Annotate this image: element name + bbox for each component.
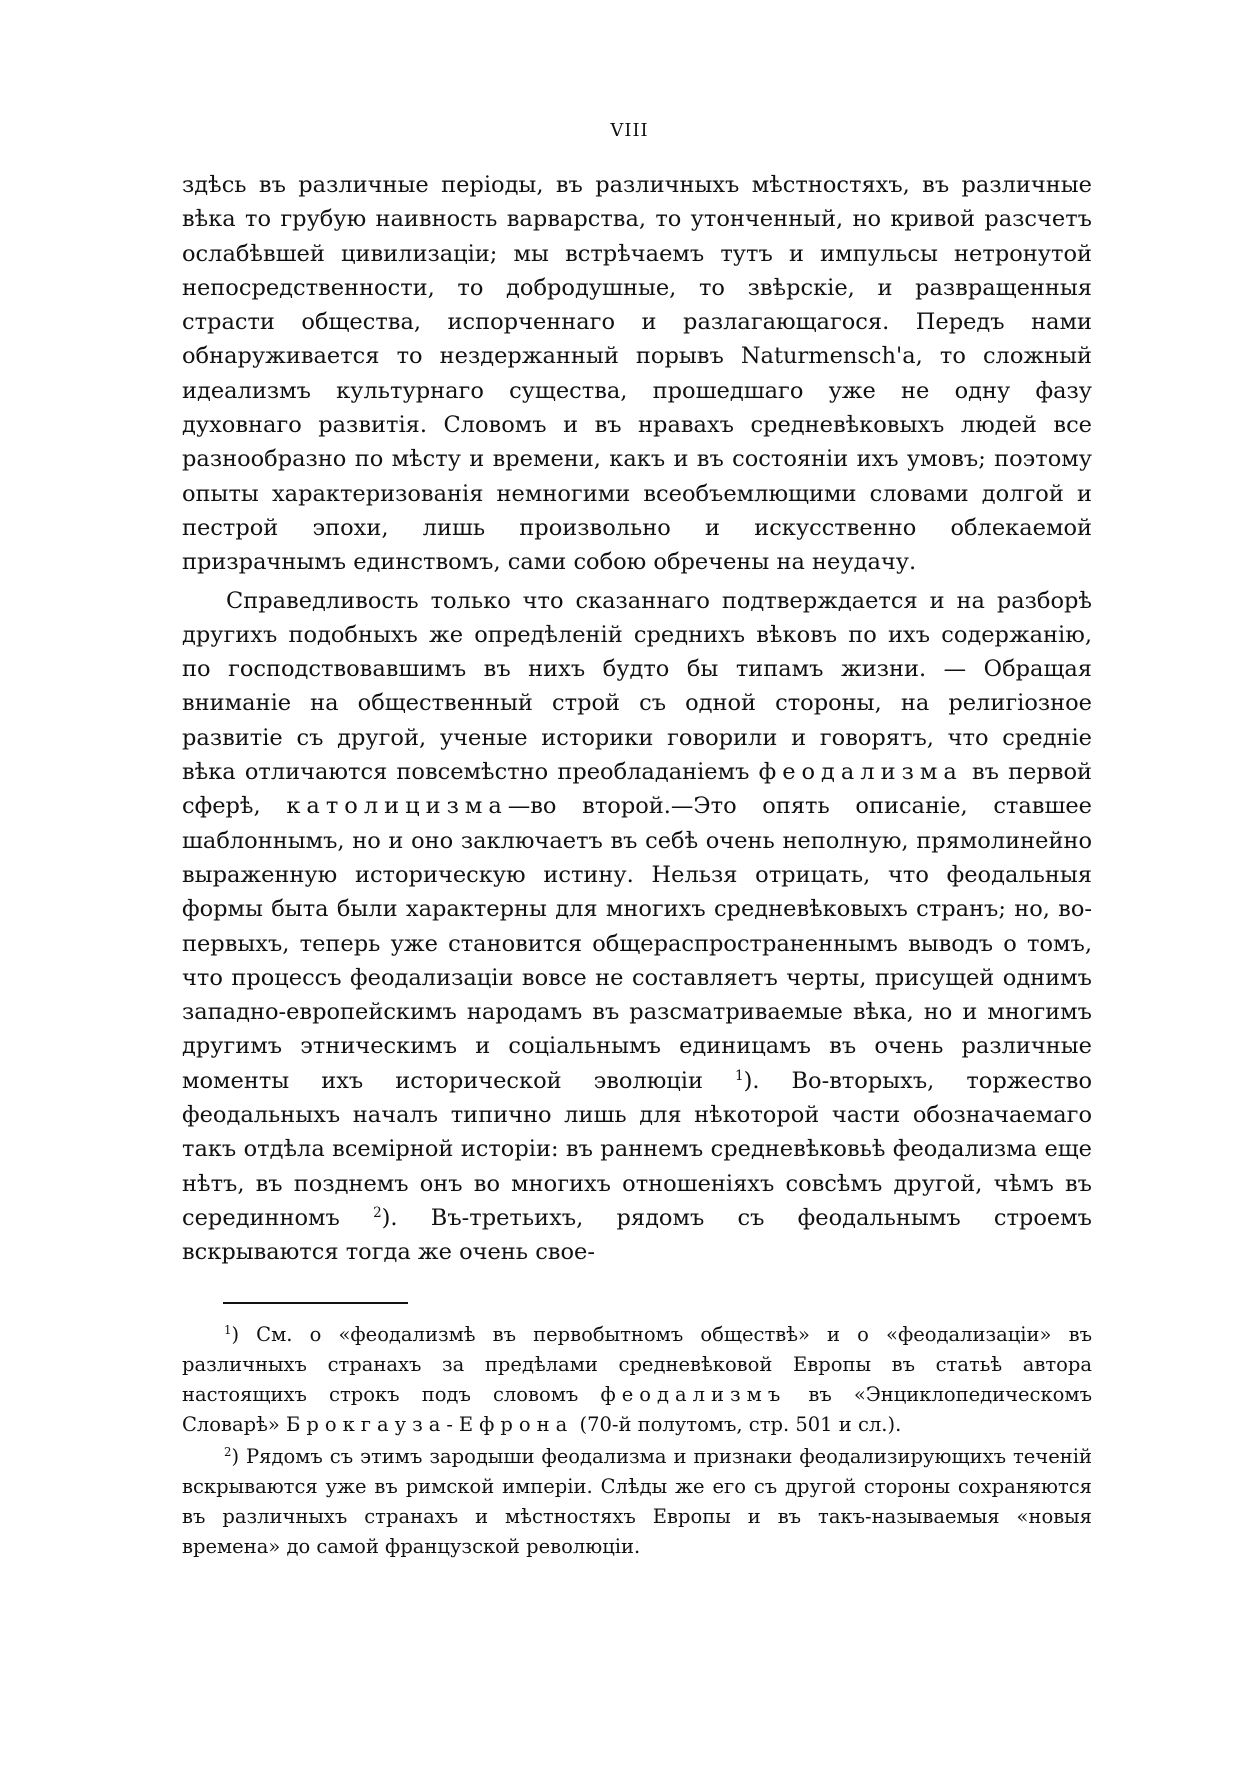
text-run: ). Во-вторыхъ, торжество феодальныхъ началъ типично лишь для нѣкоторой части обозначаемаго такъ отдѣла всемірной исторіи: въ раннемъ средневѣковьѣ феодализма еще нѣтъ, въ позднемъ онъ во многихъ отношеніяхъ совсѣмъ другой, чѣмъ въ серединномъ xyxy=(182,1067,1092,1231)
spaced-emphasis: католицизма xyxy=(286,793,508,820)
spaced-emphasis: Брокгауза-Ефрона xyxy=(286,1413,574,1436)
spaced-emphasis: феодализма xyxy=(758,759,963,786)
spaced-emphasis: феодализмъ xyxy=(600,1383,787,1406)
text-run: ) См. о «феодализмѣ въ первобытномъ обществѣ» и о «феодализаціи» въ различныхъ странахъ за предѣлами средневѣковой Европы въ статьѣ автора настоящихъ строкъ подъ словомъ xyxy=(182,1323,1092,1406)
footnote-marker: 2 xyxy=(224,1444,232,1459)
text-run: въ первой сферѣ, xyxy=(182,759,1092,820)
footnote-marker: 1 xyxy=(734,1067,744,1084)
text-run: въ «Энциклопедическомъ Словарѣ» xyxy=(182,1383,1092,1436)
text-run: ). Въ-третьихъ, рядомъ съ феодальнымъ строемъ вскрываются тогда же очень свое- xyxy=(182,1204,1092,1266)
footnote xyxy=(182,1442,1092,1562)
text-run: Справедливость только что сказаннаго подтверждается и на разборѣ другихъ подобныхъ же опредѣленій среднихъ вѣковъ по ихъ содержанію, по господствовавшимъ въ нихъ будто бы типамъ жизни. — Обращая вниманіе на общественный строй съ одной стороны, на религіозное развитіе съ другой, ученые историки говорили и говорятъ, что средніе вѣка отличаются повсемѣстно преобладаніемъ xyxy=(182,587,1092,786)
footnotes xyxy=(182,1320,1092,1562)
footnote-marker: 1 xyxy=(224,1322,232,1337)
footnote-marker: 2 xyxy=(373,1204,382,1221)
paragraph xyxy=(182,584,1092,1270)
text-run: ) Рядомъ съ этимъ зародыши феодализма и признаки феодализирующихъ теченій вскрываются уже въ римской имперіи. Слѣды же его съ другой стороны сохраняются въ различныхъ странахъ и мѣстностяхъ Европы и въ такъ-называемыя «новыя времена» до самой французской революціи. xyxy=(182,1445,1092,1558)
page-number: VIII xyxy=(610,120,649,141)
text-run: —во второй.—Это опять описаніе, ставшее шаблоннымъ, но и оно заключаетъ въ себѣ очень неполную, прямолинейно выраженную историческую истину. Нельзя отрицать, что феодальныя формы быта были характерны для многихъ средневѣковыхъ странъ; но, во-первыхъ, теперь уже становится общераспространеннымъ выводъ о томъ, что процессъ феодализаціи вовсе не составляетъ черты, присущей однимъ западно-европейскимъ народамъ въ разсматриваемые вѣка, но и многимъ другимъ этническимъ и соціальнымъ единицамъ въ очень различные моменты ихъ исторической эволюціи xyxy=(182,793,1092,1094)
footnote-divider xyxy=(223,1302,408,1304)
main-text xyxy=(182,168,1092,1270)
footnote xyxy=(182,1320,1092,1440)
paragraph xyxy=(182,168,1092,580)
text-run: здѣсь въ различные періоды, въ различныхъ мѣстностяхъ, въ различные вѣка то грубую наивность варварства, то утонченный, но кривой разсчетъ ослабѣвшей цивилизаціи; мы встрѣчаемъ тутъ и импульсы нетронутой непосредственности, то добродушные, то звѣрскіе, и развращенныя страсти общества, испорченнаго и разлагающагося. Передъ нами обнаруживается то нездержанный порывъ Naturmensch'a, то сложный идеализмъ культурнаго существа, прошедшаго уже не одну фазу духовнаго развитія. Словомъ и въ нравахъ средневѣковыхъ людей все разнообразно по мѣсту и времени, какъ и въ состояніи ихъ умовъ; поэтому опыты характеризованія немногими всеобъемлющими словами долгой и пестрой эпохи, лишь произвольно и искусственно облекаемой призрачнымъ единствомъ, сами собою обречены на неудачу. xyxy=(182,172,1092,576)
text-run: (70-й полутомъ, стр. 501 и сл.). xyxy=(573,1413,902,1436)
